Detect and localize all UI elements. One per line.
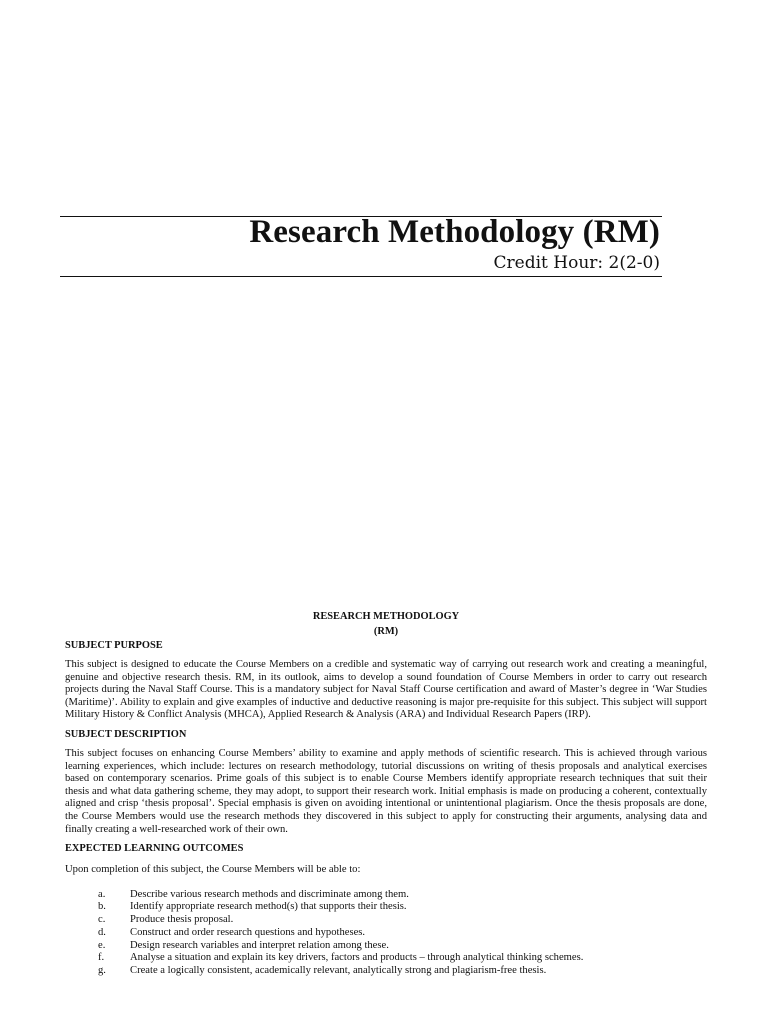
outcomes-intro: Upon completion of this subject, the Course Members will be able to: (65, 864, 361, 876)
outcome-letter: f. (98, 952, 105, 964)
header-bottom-rule (60, 276, 662, 277)
outcome-letter: a. (98, 888, 106, 900)
outcome-letter: b. (98, 901, 106, 913)
outcomes-list (65, 889, 707, 978)
outcome-text: Construct and order research questions and hypotheses. (130, 926, 366, 938)
outcome-item (98, 901, 707, 914)
outcome-item (98, 927, 707, 940)
outcome-text: Produce thesis proposal. (130, 914, 234, 926)
purpose-paragraph: This subject is designed to educate the Course Members on a credible and systematic way of carrying out research work and creating a meaningful, genuine and objective research thesis. RM, in its outlook, aims to develop a sound foundation of Course Members in order to carry out research projects during the Naval Staff Course. This is a mandatory subject for Naval Staff Course certification and award of Master’s degree in ‘War Studies (Maritime)’. Ability to explain and give examples of inductive and deductive reasoning is major pre-requisite for this subject. This subject will support Military History & Conflict Analysis (MHCA), Applied Research & Analysis (ARA) and Individual Research Papers (IRP). (65, 659, 707, 721)
outcome-item (98, 889, 707, 902)
outcome-item (98, 940, 707, 953)
outcome-letter: g. (98, 964, 106, 976)
outcome-text: Identify appropriate research method(s) that supports their thesis. (130, 901, 407, 913)
outcome-letter: c. (98, 914, 106, 926)
document-heading-line2: (RM) (373, 626, 399, 637)
outcome-letter: e. (98, 939, 106, 951)
purpose-heading: SUBJECT PURPOSE (65, 640, 163, 651)
outcome-letter: d. (98, 926, 106, 938)
outcome-item (98, 952, 707, 965)
outcome-text: Create a logically consistent, academically relevant, analytically strong and plagiarism-free thesis. (130, 964, 547, 976)
credit-hour: Credit Hour: 2(2-0) (493, 253, 660, 273)
document-heading-line1: RESEARCH METHODOLOGY (312, 611, 460, 622)
outcome-text: Describe various research methods and discriminate among them. (130, 888, 409, 900)
document-heading (65, 609, 707, 639)
outcome-item (98, 965, 707, 978)
description-paragraph: This subject focuses on enhancing Course Members’ ability to examine and apply methods of scientific research. This is achieved through various learning experiences, which include: lectures on research methodology, tutorial discussions on writing of thesis proposals and analytical exercises based on contemporary scenarios. Prime goals of this subject is to enable Course Members identify appropriate research techniques that suit their thesis and what data gathering scheme, they may adopt, to support their research work. Initial emphasis is made on producing a coherent, contextually aligned and crisp ‘thesis proposal’. Special emphasis is given on avoiding intentional or unintentional plagiarism. Once the thesis proposals are done, the Course Members would use the research methods they discovered in this subject to apply for constructing their arguments, analysing data and finally creating a well-researched work of their own. (65, 747, 707, 835)
document-body (65, 609, 707, 978)
outcome-text: Analyse a situation and explain its key drivers, factors and products – through analytical thinking schemes. (130, 952, 584, 964)
outcome-item (98, 914, 707, 927)
outcomes-heading: EXPECTED LEARNING OUTCOMES (65, 843, 244, 855)
outcome-text: Design research variables and interpret relation among these. (130, 939, 389, 951)
description-heading: SUBJECT DESCRIPTION (65, 728, 187, 740)
page-title: Research Methodology (RM) (249, 214, 660, 250)
